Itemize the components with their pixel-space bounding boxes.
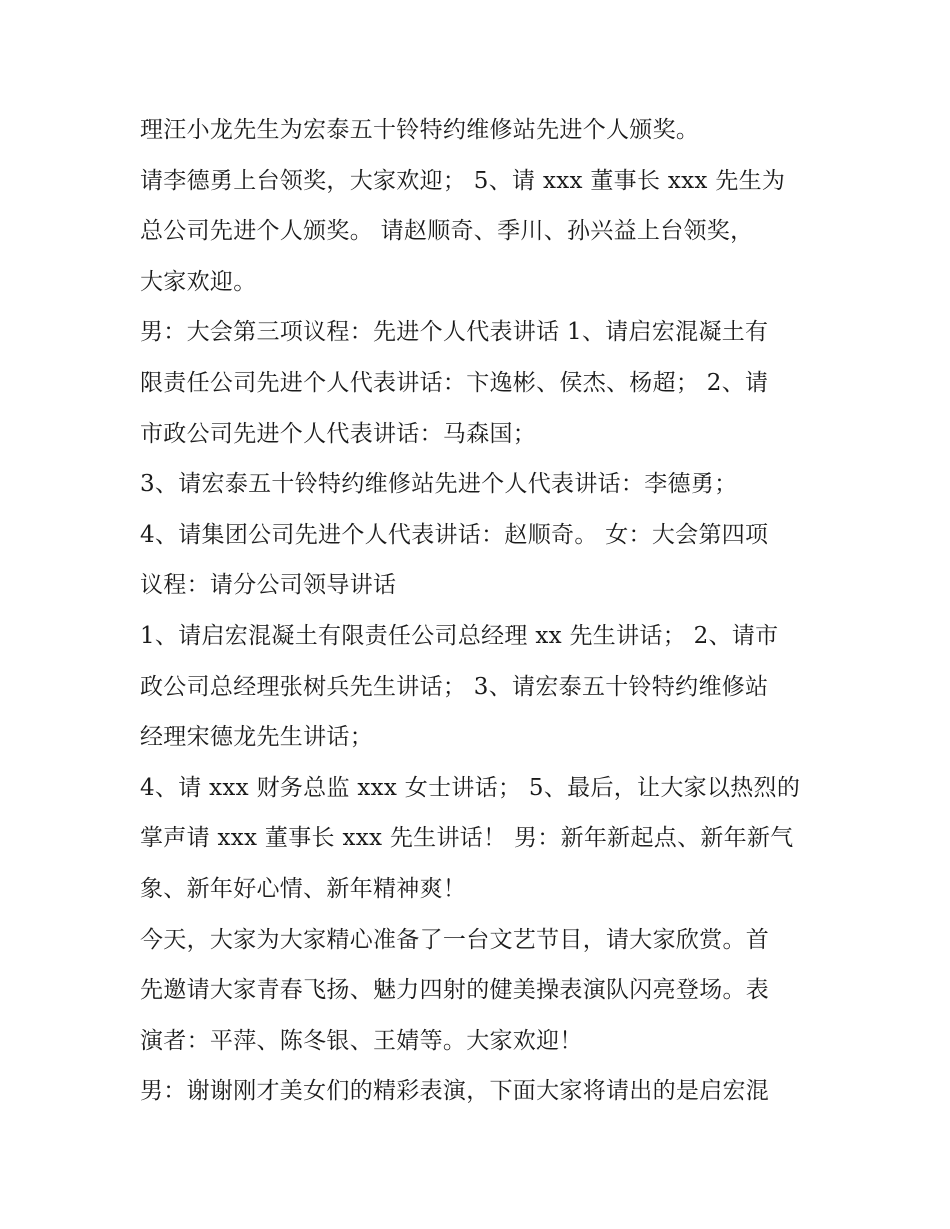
text-line: 议程：请分公司领导讲话 [140,572,397,599]
text-line: 今天，大家为大家精心准备了一台文艺节目，请大家欣赏。首 [140,926,770,953]
text-line: 理汪小龙先生为宏泰五十铃特约维修站先进个人颁奖。 [140,117,700,143]
text-line: 象、新年好心情、新年精神爽！ [140,875,467,902]
text-line: 掌声请 xxx 董事长 xxx 先生讲话！ 男：新年新起点、新年新气 [140,825,794,852]
text-line: 演者：平萍、陈冬银、王婧等。大家欢迎！ [140,1027,583,1054]
text-line: 先邀请大家青春飞扬、魅力四射的健美操表演队闪亮登场。表 [140,977,770,1004]
text-line: 总公司先进个人颁奖。 请赵顺奇、季川、孙兴益上台领奖， [140,218,754,245]
text-line: 大家欢迎。 [140,268,257,295]
text-line: 限责任公司先进个人代表讲话：卞逸彬、侯杰、杨超； 2、请 [140,369,769,396]
text-line: 经理宋德龙先生讲话； [140,724,373,751]
text-line: 1、请启宏混凝土有限责任公司总经理 xx 先生讲话； 2、请市 [140,622,779,649]
text-line: 男：大会第三项议程：先进个人代表讲话 1、请启宏混凝土有 [140,319,769,346]
document-body [140,105,820,1117]
text-line: 3、请宏泰五十铃特约维修站先进个人代表讲话：李德勇； [140,471,738,498]
text-line: 政公司总经理张树兵先生讲话； 3、请宏泰五十铃特约维修站 [140,673,769,700]
text-line: 4、请 xxx 财务总监 xxx 女士讲话； 5、最后，让大家以热烈的 [140,774,801,801]
text-line: 市政公司先进个人代表讲话：马森国； [140,420,537,447]
text-line: 男：谢谢刚才美女们的精彩表演，下面大家将请出的是启宏混 [140,1078,770,1105]
text-line: 请李德勇上台领奖，大家欢迎； 5、请 xxx 董事长 xxx 先生为 [140,167,786,194]
text-line: 4、请集团公司先进个人代表讲话：赵顺奇。 女：大会第四项 [140,521,769,548]
